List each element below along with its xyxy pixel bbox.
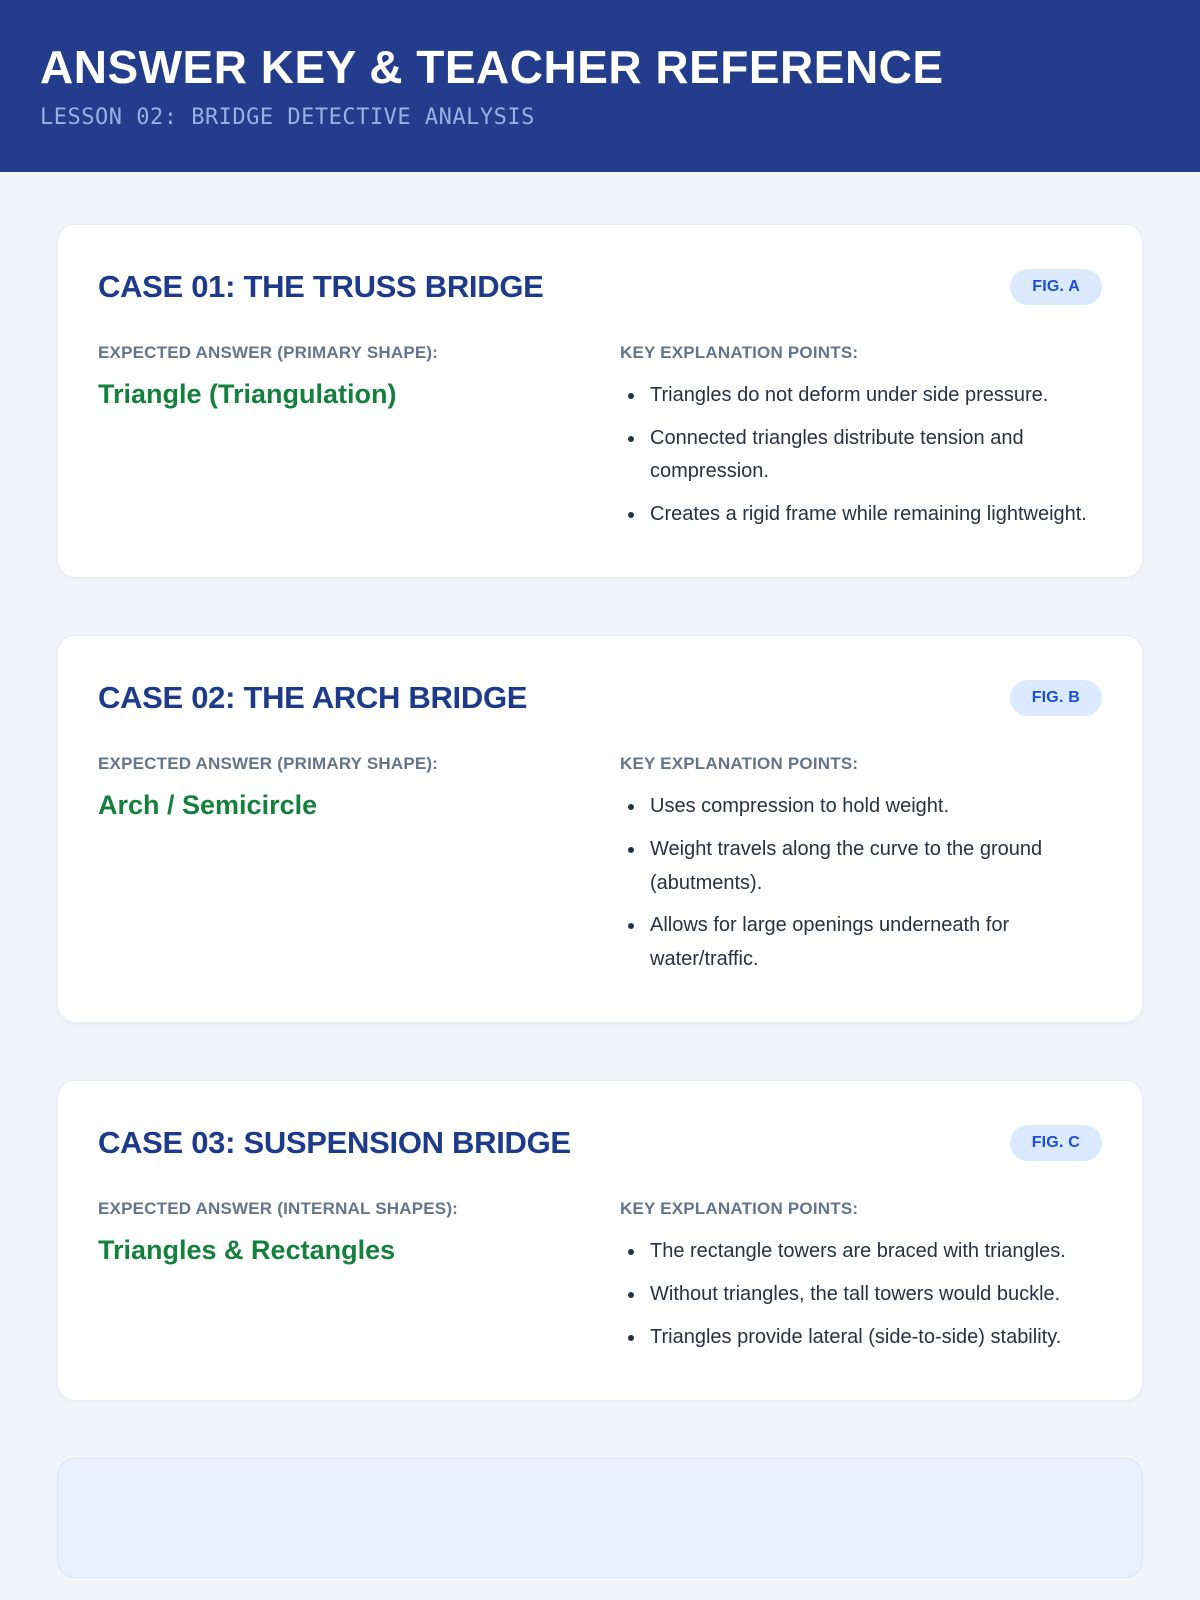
points-list [620,1235,1102,1354]
point-item: • Triangles do not deform under side pressure. [646,379,1102,413]
partial-info-panel [57,1458,1143,1578]
figure-badge-b: FIG. B [1010,680,1102,716]
case-03-answer-column [98,1199,580,1354]
case-01-answer-column [98,343,580,531]
page-subtitle: LESSON 02: BRIDGE DETECTIVE ANALYSIS [40,104,535,130]
point-item: • Connected triangles distribute tension and compression. [646,422,1102,489]
point-item: • Weight travels along the curve to the ground (abutments). [646,833,1102,900]
case-03-points-column [620,1199,1102,1354]
case-01-body [98,343,1102,531]
point-item: • Uses compression to hold weight. [646,790,1102,824]
points-label: KEY EXPLANATION POINTS: [620,1199,859,1219]
case-02-points-column [620,754,1102,976]
case-01-header [98,269,1102,305]
point-item: • The rectangle towers are braced with triangles. [646,1235,1102,1269]
answer-label: EXPECTED ANSWER (PRIMARY SHAPE): [98,754,439,774]
case-card-01 [57,224,1143,578]
answer-label: EXPECTED ANSWER (INTERNAL SHAPES): [98,1199,459,1219]
case-03-body [98,1199,1102,1354]
point-item: • Without triangles, the tall towers would buckle. [646,1278,1102,1312]
page-title: ANSWER KEY & TEACHER REFERENCE [40,41,944,93]
points-list [620,379,1102,531]
answer-value: Triangles & Rectangles [98,1235,396,1266]
case-card-03 [57,1080,1143,1401]
main-content [0,172,1200,1578]
case-02-title: CASE 02: THE ARCH BRIDGE [98,680,528,716]
points-list [620,790,1102,976]
page-header [0,0,1200,172]
points-label: KEY EXPLANATION POINTS: [620,343,859,362]
answer-label: EXPECTED ANSWER (PRIMARY SHAPE): [98,343,439,362]
case-03-title: CASE 03: SUSPENSION BRIDGE [98,1125,571,1161]
answer-value: Arch / Semicircle [98,790,318,821]
point-item: • Allows for large openings underneath for water/traffic. [646,909,1102,976]
case-card-02 [57,635,1143,1023]
case-01-title: CASE 01: THE TRUSS BRIDGE [98,269,544,304]
answer-value: Triangle (Triangulation) [98,379,397,409]
case-03-header [98,1125,1102,1161]
point-item: • Triangles provide lateral (side-to-side) stability. [646,1321,1102,1355]
case-02-answer-column [98,754,580,976]
figure-badge-c: FIG. C [1010,1125,1102,1161]
figure-badge-a: FIG. A [1010,269,1102,305]
points-label: KEY EXPLANATION POINTS: [620,754,859,774]
point-item: • Creates a rigid frame while remaining lightweight. [646,498,1102,532]
case-02-header [98,680,1102,716]
case-02-body [98,754,1102,976]
case-01-points-column [620,343,1102,531]
